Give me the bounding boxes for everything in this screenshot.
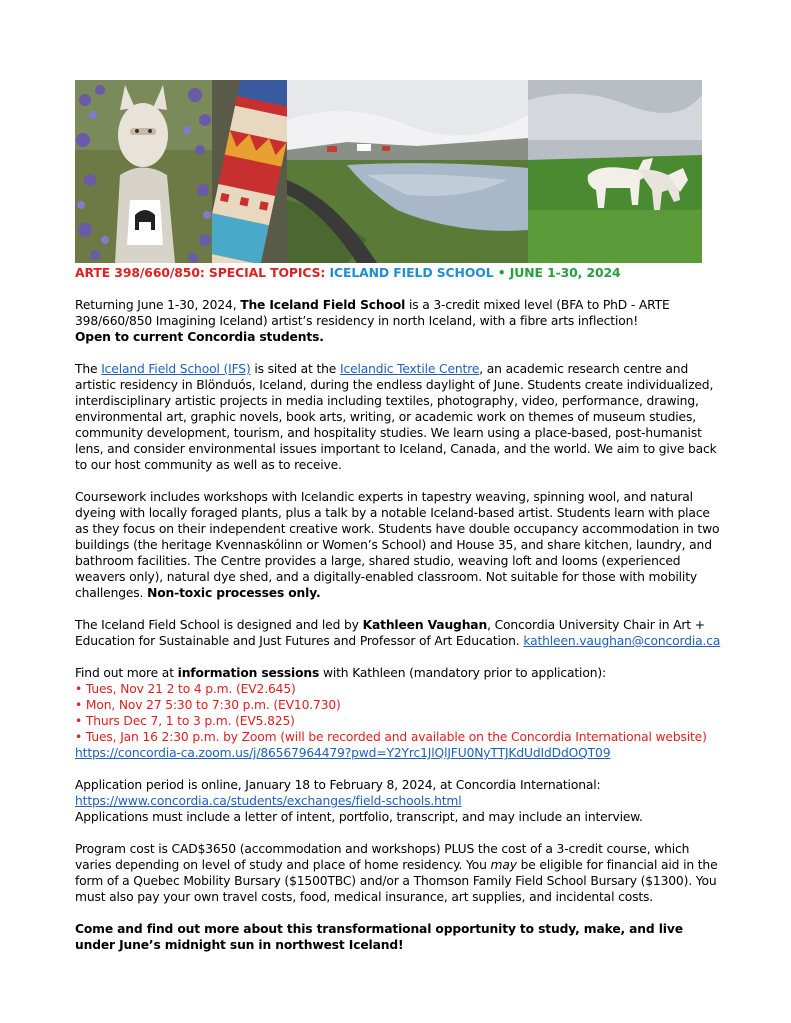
- intro-paragraph: Returning June 1-30, 2024, The Iceland Field School is a 3-credit mixed level (BFA to PhD - ARTE 398/660/850 Imagining Iceland) artist’s residency in north Iceland, with a fibre arts inflection! Open to current Concordia students.: [75, 298, 670, 344]
- info-sessions-bold: information sessions: [177, 666, 320, 680]
- course-heading: [75, 265, 715, 280]
- may-italic: may: [490, 858, 517, 872]
- white-horses-image: [528, 80, 702, 263]
- knit-mask-portrait-image: [75, 80, 212, 263]
- session-item: • Tues, Jan 16 2:30 p.m. by Zoom (will be recorded and available on the Concordia International website): [75, 730, 707, 744]
- heading-school-name: ICELAND FIELD SCHOOL: [329, 265, 494, 280]
- field-schools-link[interactable]: https://www.concordia.ca/students/exchanges/field-schools.html: [75, 794, 462, 808]
- school-name-bold: The Iceland Field School: [240, 298, 406, 312]
- cost-paragraph: Program cost is CAD$3650 (accommodation and workshops) PLUS the cost of a 3-credit course, which varies depending on level of study and place of home residency. You may be eligible for financial aid in the form of a Quebec Mobility Bursary ($1500TBC) and/or a Thomson Family Field School Bursary ($1300). You must also pay your own travel costs, food, medical insurance, art supplies, and incidental costs.: [75, 842, 718, 904]
- ifs-link[interactable]: Iceland Field School (IFS): [101, 362, 251, 376]
- knitted-pattern-image: [212, 80, 287, 263]
- application-paragraph: Application period is online, January 18 to February 8, 2024, at Concordia International: https://www.concordia.ca/students/exchanges/field-schools.html Applications must include a letter of intent, portfolio, transcript, and may include an interview.: [75, 778, 643, 824]
- session-item: • Tues, Nov 21 2 to 4 p.m. (EV2.645): [75, 682, 296, 696]
- open-to-students: Open to current Concordia students.: [75, 330, 324, 344]
- zoom-link[interactable]: https://concordia-ca.zoom.us/j/86567964479?pwd=Y2Yrc1JlQlJFU0NyTTJKdUdIdDdOQT09: [75, 746, 611, 760]
- designer-paragraph: The Iceland Field School is designed and led by Kathleen Vaughan, Concordia University Chair in Art + Education for Sustainable and Just Futures and Professor of Art Education. kathleen.vaughan@concordia.ca: [75, 618, 721, 648]
- document-body: [75, 297, 725, 969]
- non-toxic-note: Non-toxic processes only.: [147, 586, 321, 600]
- textile-centre-link[interactable]: Icelandic Textile Centre: [339, 362, 480, 376]
- sessions-paragraph: Find out more at information sessions with Kathleen (mandatory prior to application): • Tues, Nov 21 2 to 4 p.m. (EV2.645) • Mon, Nov 27 5:30 to 7:30 p.m. (EV10.730) • Thurs Dec 7, 1 to 3 p.m. (EV5.825) • Tues, Jan 16 2:30 p.m. by Zoom (will be recorded and available on the Concordia International website) https://concordia-ca.zoom.us/j/86567964479?pwd=Y2Yrc1JlQlJFU0NyTTJKdUdIdDdOQT09: [75, 666, 707, 760]
- heading-course-code: ARTE 398/660/850: SPECIAL TOPICS:: [75, 265, 330, 280]
- email-link[interactable]: kathleen.vaughan@concordia.ca: [523, 634, 721, 648]
- about-paragraph: The Iceland Field School (IFS) is sited at the Icelandic Textile Centre, an academic research centre and artistic residency in Blönduós, Iceland, during the endless daylight of June. Students create individualized, interdisciplinary artistic projects in media including textiles, photography, video, performance, drawing, environmental art, graphic novels, book arts, writing, or academic work on themes of museum studies, community development, tourism, and hospitality studies. We learn using a place-based, post-humanist lens, and consider environmental issues important to Iceland, Canada, and the world. We aim to give back to our host community as well as to receive.: [75, 362, 717, 472]
- heading-dates: • JUNE 1-30, 2024: [493, 265, 621, 280]
- closing-statement: Come and find out more about this transformational opportunity to study, make, and live under June’s midnight sun in northwest Iceland!: [75, 922, 683, 952]
- coursework-paragraph: Coursework includes workshops with Icelandic experts in tapestry weaving, spinning wool, and natural dyeing with locally foraged plants, plus a talk by a notable Iceland-based artist. Students learn with place as they focus on their independent creative work. Students have double occupancy accommodation in two buildings (the heritage Kvennaskólinn or Women’s School) and House 35, and share kitchen, laundry, and bathroom facilities. The Centre provides a large, shared studio, weaving loft and looms (experienced weavers only), natural dye shed, and a digitally-enabled classroom. Not suitable for those with mobility challenges. Non-toxic processes only.: [75, 490, 720, 600]
- session-item: • Mon, Nov 27 5:30 to 7:30 p.m. (EV10.730): [75, 698, 341, 712]
- designer-name: Kathleen Vaughan: [362, 618, 488, 632]
- photo-banner: [75, 80, 702, 263]
- session-item: • Thurs Dec 7, 1 to 3 p.m. (EV5.825): [75, 714, 295, 728]
- lake-landscape-image: [287, 80, 528, 263]
